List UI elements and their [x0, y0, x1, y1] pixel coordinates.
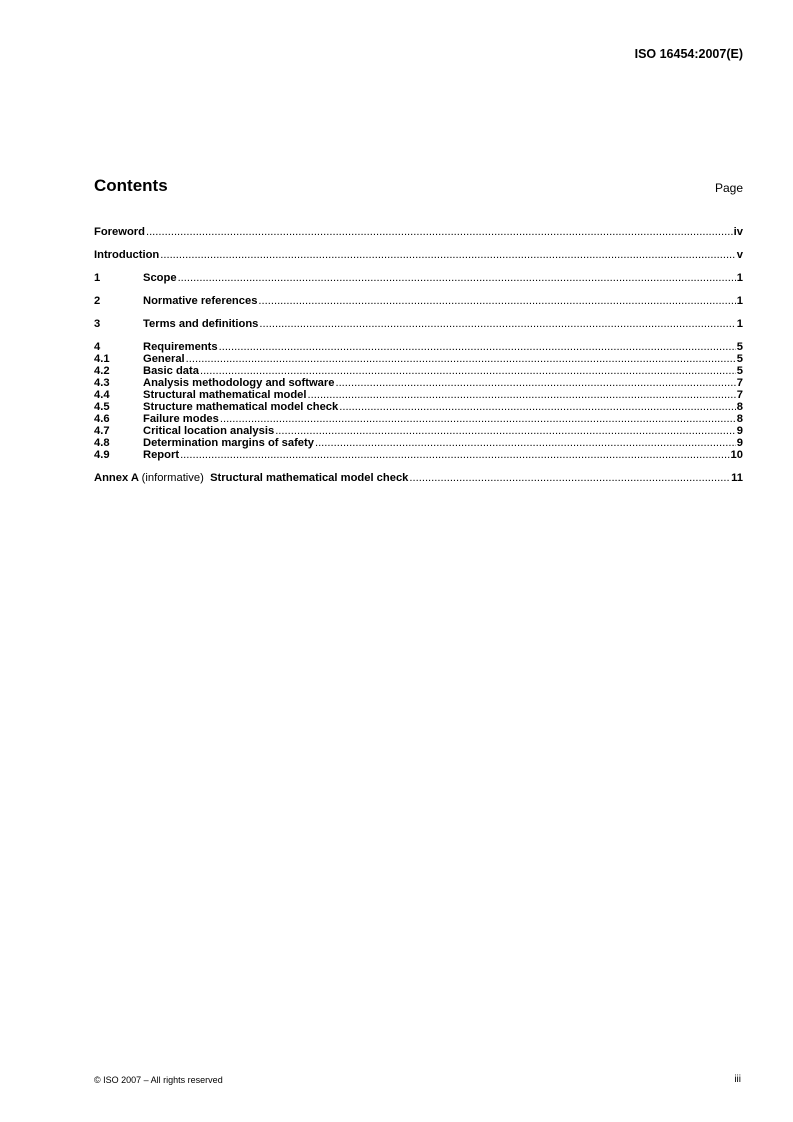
toc-entry-page: 9 [736, 425, 743, 437]
page-title: Contents [94, 176, 168, 195]
toc-entry-number: 4.6 [94, 413, 110, 425]
annex-label [94, 472, 408, 484]
toc-entry[interactable] [94, 413, 743, 425]
toc-entry-title: Failure modes [143, 413, 219, 425]
toc-entry-title: Foreword [94, 226, 145, 238]
toc-entry-title: Introduction [94, 249, 160, 261]
toc-entry-number: 4.1 [94, 353, 110, 365]
toc-entry[interactable] [94, 389, 743, 401]
toc-entry-number: 4 [94, 341, 101, 353]
toc-entry-number: 4.8 [94, 437, 110, 449]
toc-entry-page: v [736, 249, 743, 261]
dot-leader [219, 341, 736, 353]
toc-entry[interactable] [94, 318, 743, 330]
dot-leader [259, 318, 735, 330]
toc-entry-number: 2 [94, 295, 101, 307]
toc-entry-number: 4.2 [94, 365, 110, 377]
toc-entry[interactable] [94, 226, 743, 238]
toc-entry-number: 1 [94, 272, 101, 284]
toc-entry-annex[interactable] [94, 472, 743, 484]
standard-reference: ISO 16454:2007(E) [634, 47, 743, 61]
toc-entry[interactable] [94, 249, 743, 261]
toc-entry-page: 5 [736, 353, 743, 365]
toc-entry-page: 7 [736, 389, 743, 401]
dot-leader [186, 353, 736, 365]
toc-entry-title: Structure mathematical model check [143, 401, 339, 413]
dot-leader [146, 226, 733, 238]
toc-entry-title: Normative references [143, 295, 258, 307]
dot-leader [335, 377, 735, 389]
toc-entry-title: Structural mathematical model [143, 389, 307, 401]
toc-entry[interactable] [94, 377, 743, 389]
table-of-contents [94, 226, 743, 484]
toc-entry-page: 5 [736, 341, 743, 353]
toc-entry[interactable] [94, 449, 743, 461]
toc-entry-number: 4.5 [94, 401, 110, 413]
dot-leader [178, 272, 736, 284]
toc-entry-page: 1 [736, 295, 743, 307]
annex-title: Structural mathematical model check [210, 472, 409, 484]
toc-entry-page: iv [733, 226, 743, 238]
toc-entry-number: 4.9 [94, 449, 110, 461]
toc-entry[interactable] [94, 401, 743, 413]
page-number: iii [734, 1074, 741, 1085]
toc-entry-title: General [143, 353, 185, 365]
toc-entry-number: 3 [94, 318, 101, 330]
toc-entry-page: 8 [736, 413, 743, 425]
toc-entry[interactable] [94, 353, 743, 365]
toc-entry-page: 10 [730, 449, 743, 461]
dot-leader [409, 472, 730, 484]
dot-leader [339, 401, 736, 413]
dot-leader [258, 295, 735, 307]
dot-leader [180, 449, 729, 461]
toc-entry-number: 4.3 [94, 377, 110, 389]
dot-leader [200, 365, 736, 377]
toc-entry-page: 1 [736, 272, 743, 284]
toc-entry-page: 5 [736, 365, 743, 377]
toc-entry[interactable] [94, 365, 743, 377]
toc-entry-page: 7 [736, 377, 743, 389]
toc-entry[interactable] [94, 425, 743, 437]
toc-entry-title: Terms and definitions [143, 318, 259, 330]
toc-entry[interactable] [94, 272, 743, 284]
annex-qualifier: (informative) [141, 472, 204, 484]
toc-entry[interactable] [94, 341, 743, 353]
toc-entry-title: Analysis methodology and software [143, 377, 335, 389]
dot-leader [220, 413, 736, 425]
toc-entry-page: 9 [736, 437, 743, 449]
copyright-notice: © ISO 2007 – All rights reserved [94, 1075, 223, 1085]
annex-id: Annex A [94, 472, 139, 484]
page-column-label: Page [714, 181, 743, 195]
toc-entry-page: 1 [736, 318, 743, 330]
toc-entry-page: 8 [736, 401, 743, 413]
toc-entry-page: 11 [731, 472, 743, 484]
toc-entry-title: Determination margins of safety [143, 437, 314, 449]
dot-leader [315, 437, 736, 449]
toc-entry-number: 4.7 [94, 425, 110, 437]
dot-leader [275, 425, 736, 437]
toc-entry-title: Scope [143, 272, 177, 284]
toc-entry-title: Critical location analysis [143, 425, 275, 437]
toc-entry-title: Requirements [143, 341, 218, 353]
toc-entry[interactable] [94, 295, 743, 307]
toc-entry-title: Basic data [143, 365, 199, 377]
dot-leader [160, 249, 736, 261]
toc-entry[interactable] [94, 437, 743, 449]
dot-leader [308, 389, 736, 401]
toc-entry-title: Report [143, 449, 180, 461]
toc-entry-number: 4.4 [94, 389, 110, 401]
